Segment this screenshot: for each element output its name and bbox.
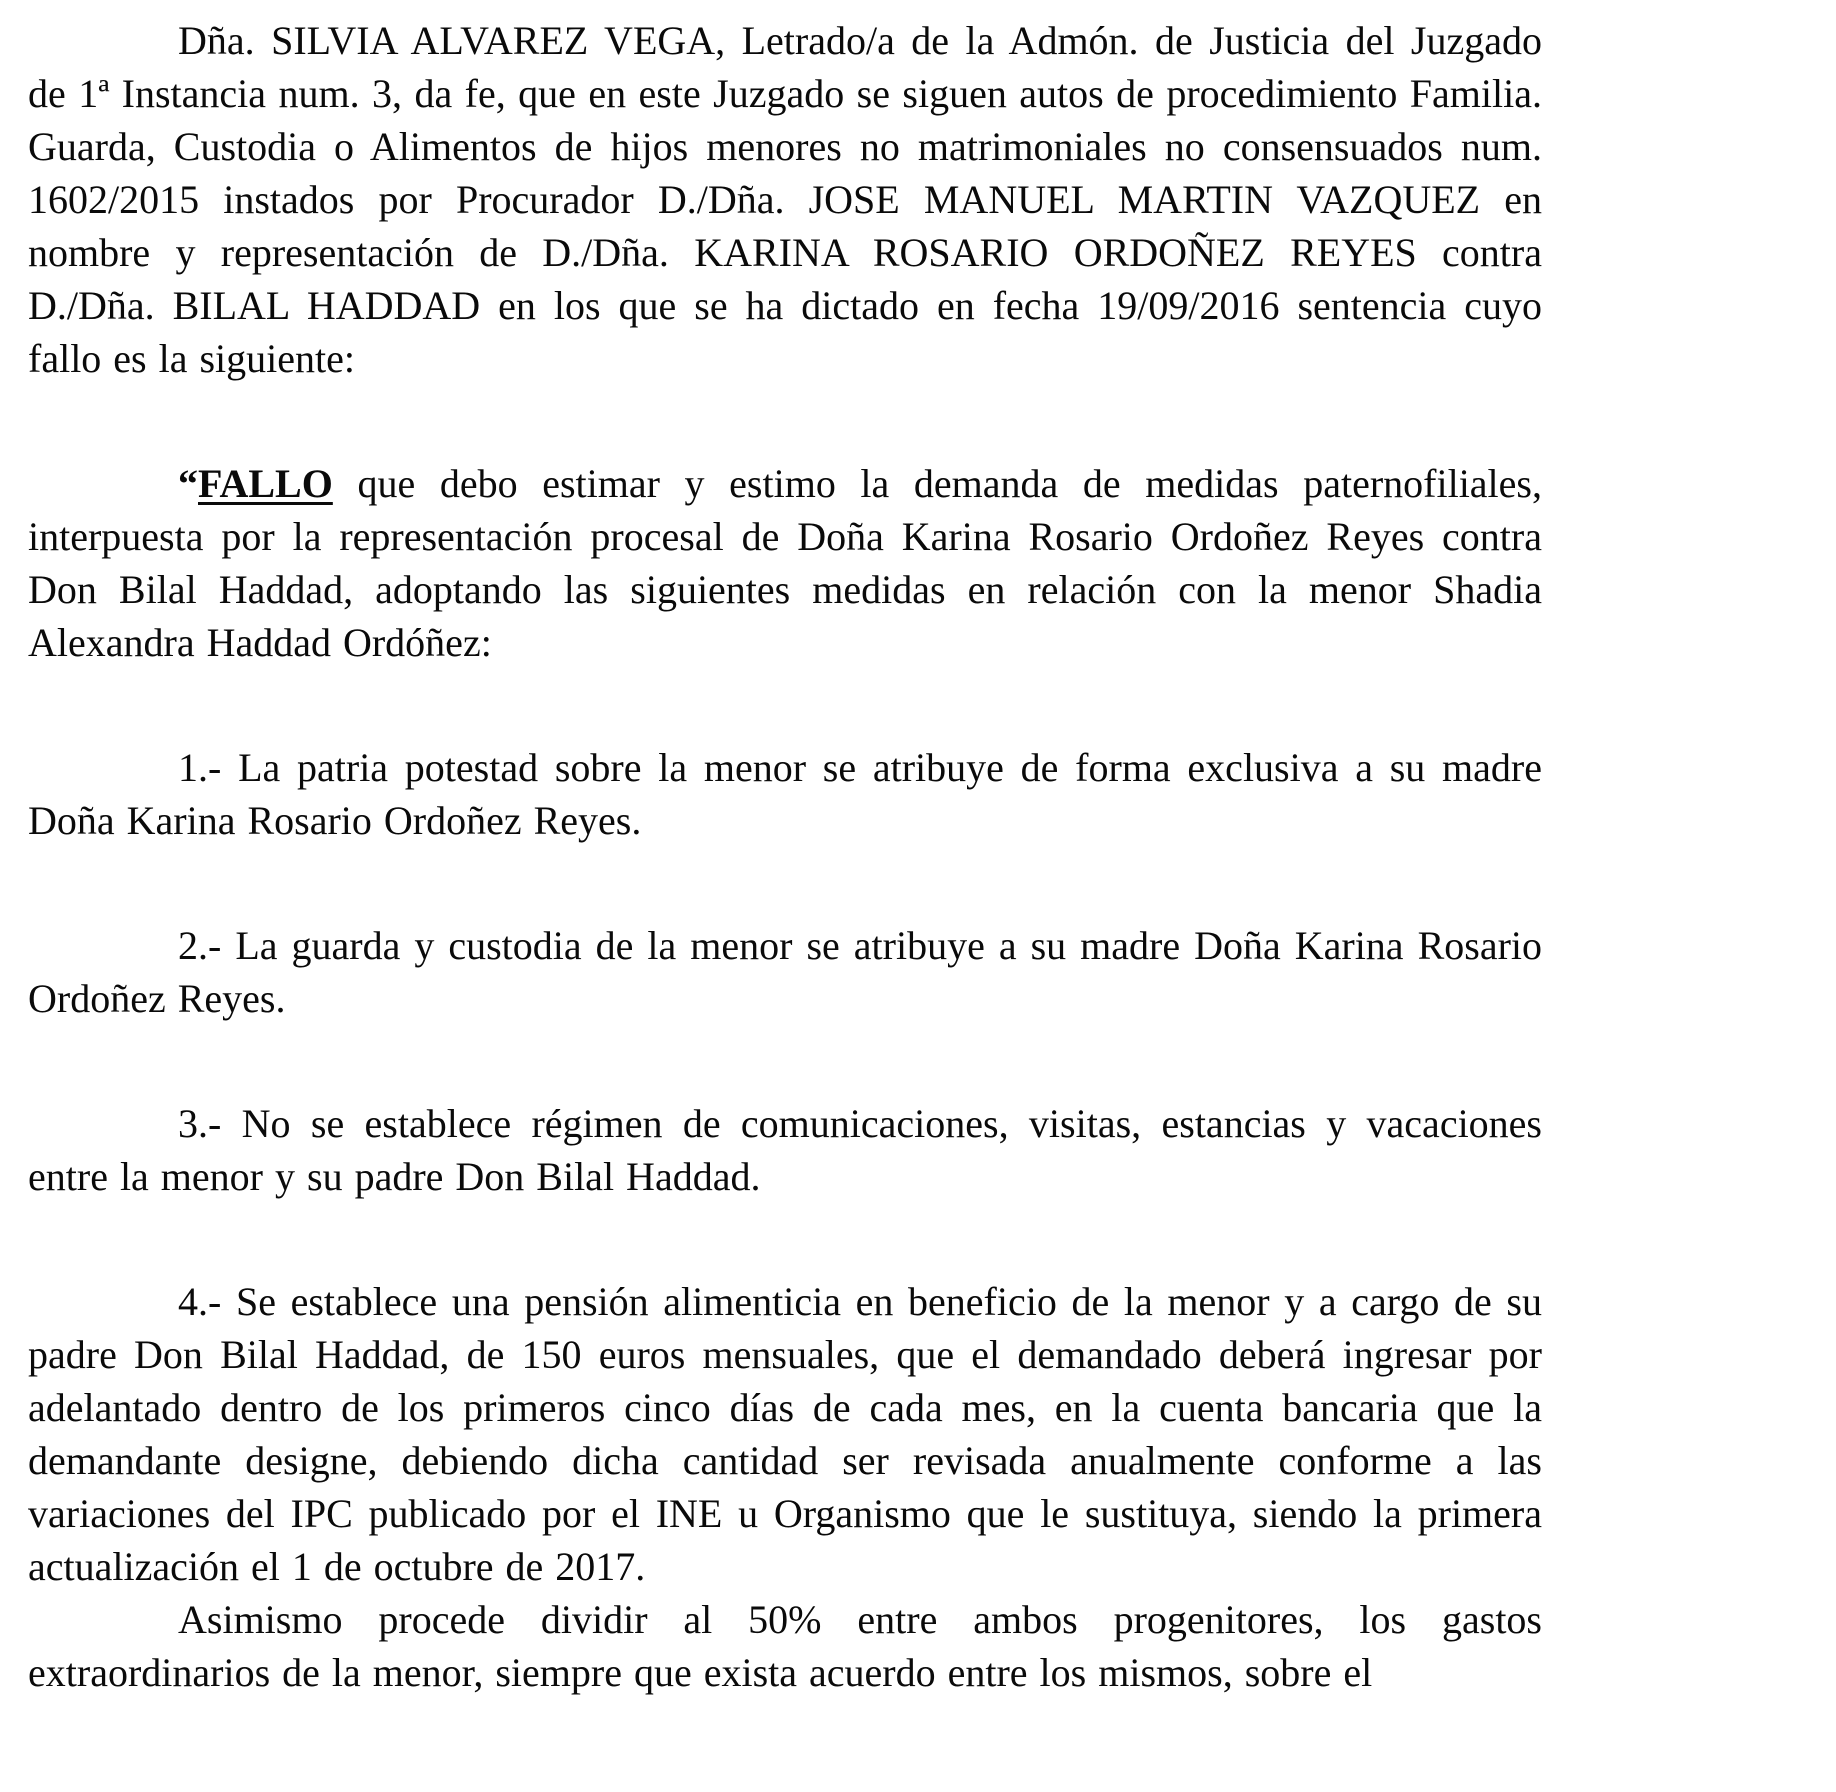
- paragraph-item-4: 4.- Se establece una pensión alimenticia en beneficio de la menor y a cargo de su padre Don Bilal Haddad, de 150 euros mensuales, que el demandado deberá ingresar por adelantado dentro de los primeros cinco días de cada mes, en la cuenta bancaria que la demandante designe, debiendo dicha cantidad ser revisada anualmente conforme a las variaciones del IPC publicado por el INE u Organismo que le sustituya, siendo la primera actualización el 1 de octubre de 2017.: [28, 1279, 1542, 1589]
- paragraph-item-3: 3.- No se establece régimen de comunicaciones, visitas, estancias y vacaciones entre la menor y su padre Don Bilal Haddad.: [28, 1101, 1542, 1199]
- paragraph-item-1: 1.- La patria potestad sobre la menor se atribuye de forma exclusiva a su madre Doña Karina Rosario Ordoñez Reyes.: [28, 745, 1542, 843]
- paragraph-intro: Dña. SILVIA ALVAREZ VEGA, Letrado/a de la Admón. de Justicia del Juzgado de 1ª Instancia num. 3, da fe, que en este Juzgado se siguen autos de procedimiento Familia. Guarda, Custodia o Alimentos de hijos menores no matrimoniales no consensuados num. 1602/2015 instados por Procurador D./Dña. JOSE MANUEL MARTIN VAZQUEZ en nombre y representación de D./Dña. KARINA ROSARIO ORDOÑEZ REYES contra D./Dña. BILAL HADDAD en los que se ha dictado en fecha 19/09/2016 sentencia cuyo fallo es la siguiente:: [28, 18, 1542, 381]
- paragraph-asimismo: Asimismo procede dividir al 50% entre ambos progenitores, los gastos extraordinarios de la menor, siempre que exista acuerdo entre los mismos, sobre el: [28, 1597, 1542, 1695]
- fallo-body-text: que debo estimar y estimo la demanda de medidas paternofiliales, interpuesta por la representación procesal de Doña Karina Rosario Ordoñez Reyes contra Don Bilal Haddad, adoptando las siguientes medidas en relación con la menor Shadia Alexandra Haddad Ordóñez:: [28, 461, 1542, 665]
- paragraph-fallo: [28, 457, 1542, 669]
- fallo-keyword: FALLO: [198, 461, 333, 506]
- fallo-open-quote: “: [178, 461, 198, 506]
- paragraph-item-2: 2.- La guarda y custodia de la menor se atribuye a su madre Doña Karina Rosario Ordoñez Reyes.: [28, 923, 1542, 1021]
